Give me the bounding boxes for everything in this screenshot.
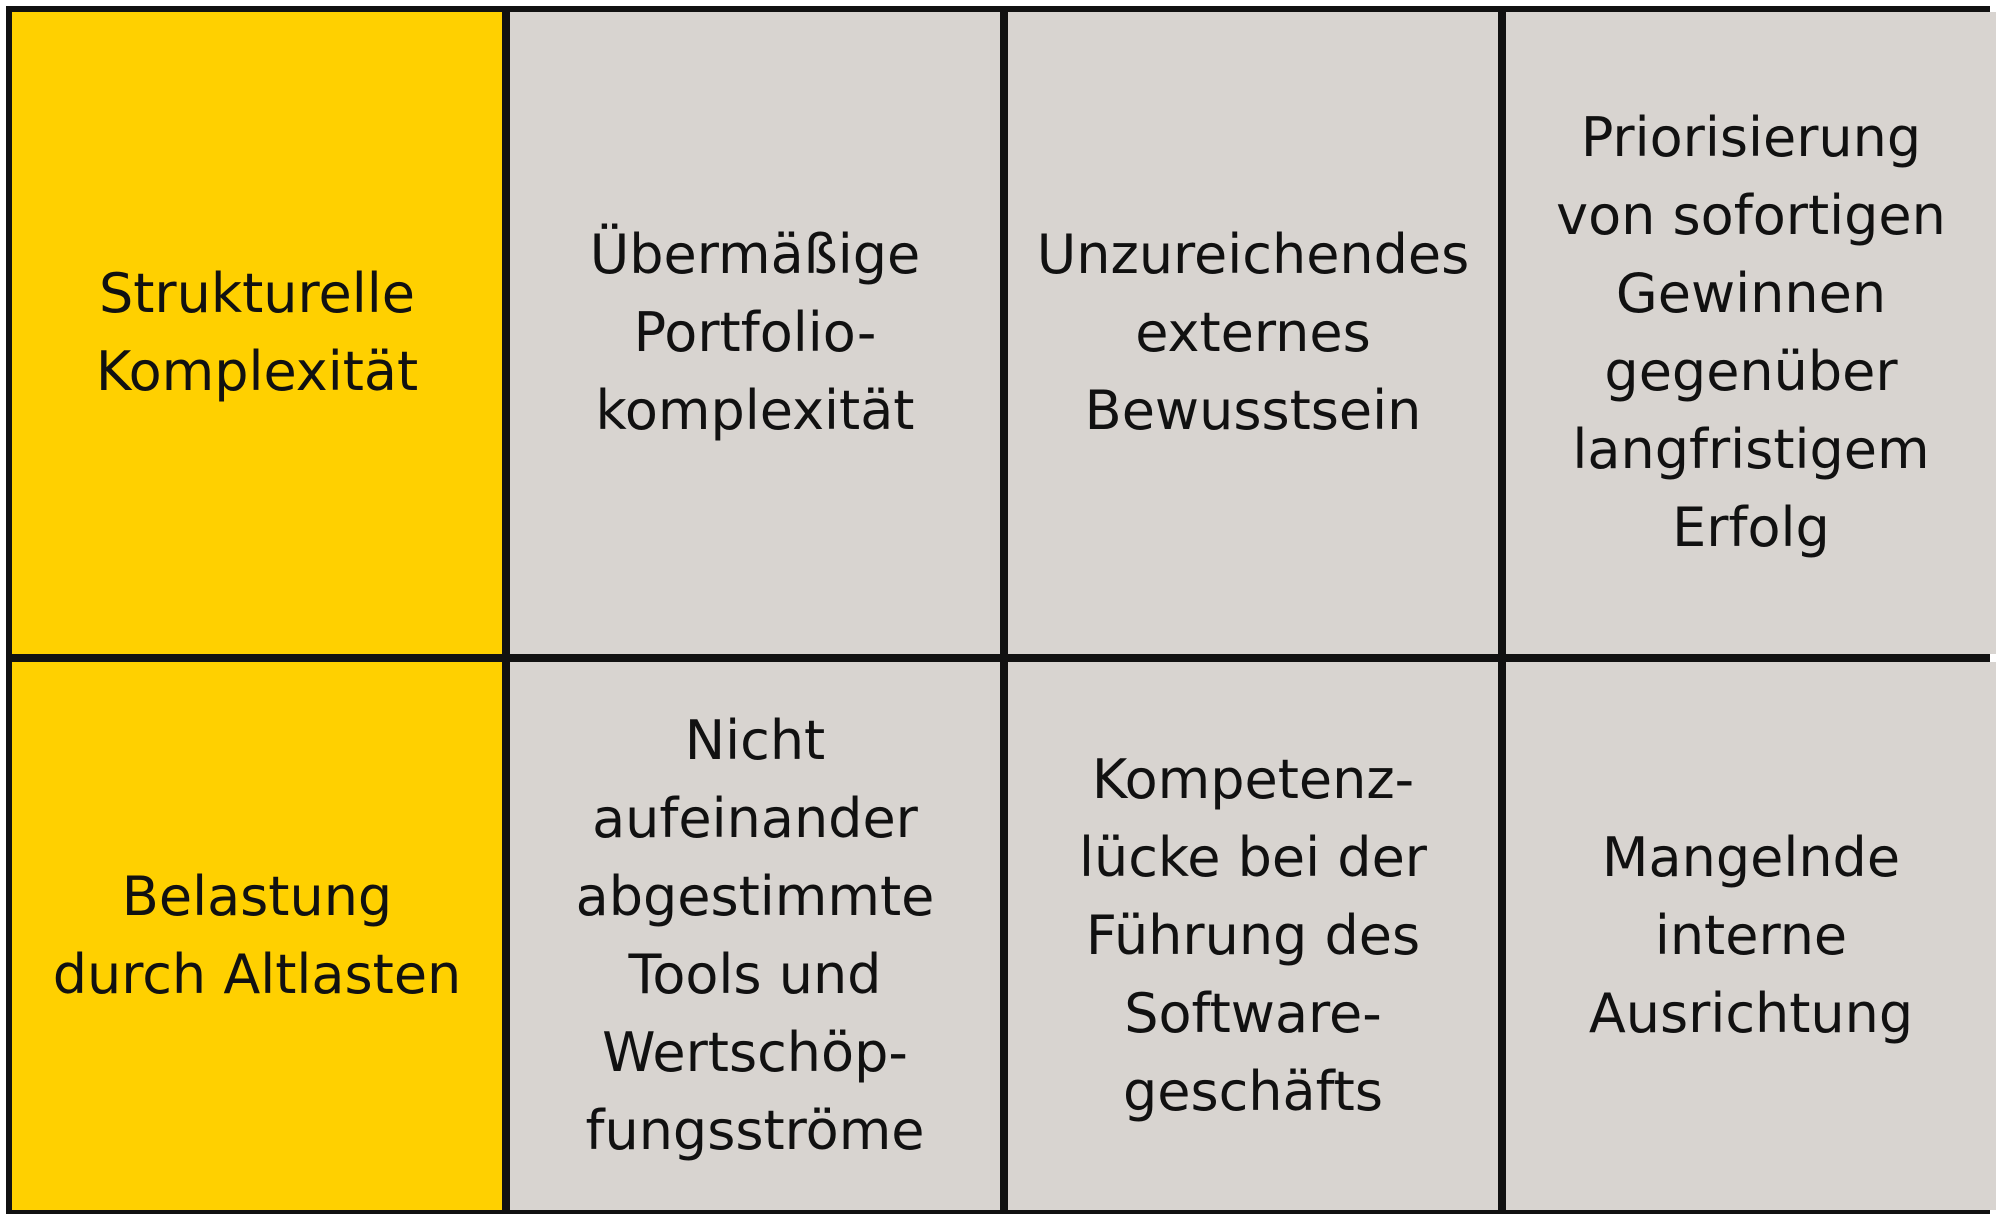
cell-portfolio-complexity bbox=[510, 12, 1000, 654]
challenge-matrix bbox=[6, 6, 1990, 1214]
cell-competence-gap bbox=[1008, 662, 1498, 1210]
row-header-legacy-burden bbox=[12, 662, 502, 1210]
row-header-label: Belastung durch Altlasten bbox=[52, 865, 462, 1006]
cell-label: Priorisierung von sofortigen Gewinnen gegenüber langfristigem Erfolg bbox=[1556, 106, 1946, 559]
cell-label: Unzureichendes externes Bewusstsein bbox=[1036, 223, 1470, 442]
cell-label: Kompetenz- lücke bei der Führung des Software- geschäfts bbox=[1078, 748, 1428, 1123]
cell-internal-alignment bbox=[1506, 662, 1996, 1210]
cell-misaligned-tools bbox=[510, 662, 1000, 1210]
cell-label: Nicht aufeinander abgestimmte Tools und Wertschöp- fungsströme bbox=[575, 709, 935, 1162]
cell-label: Mangelnde interne Ausrichtung bbox=[1588, 826, 1914, 1045]
row-header-structural-complexity bbox=[12, 12, 502, 654]
cell-label: Übermäßige Portfolio- komplexität bbox=[589, 223, 921, 442]
row-header-label: Strukturelle Komplexität bbox=[95, 262, 419, 403]
cell-prioritization bbox=[1506, 12, 1996, 654]
cell-external-awareness bbox=[1008, 12, 1498, 654]
